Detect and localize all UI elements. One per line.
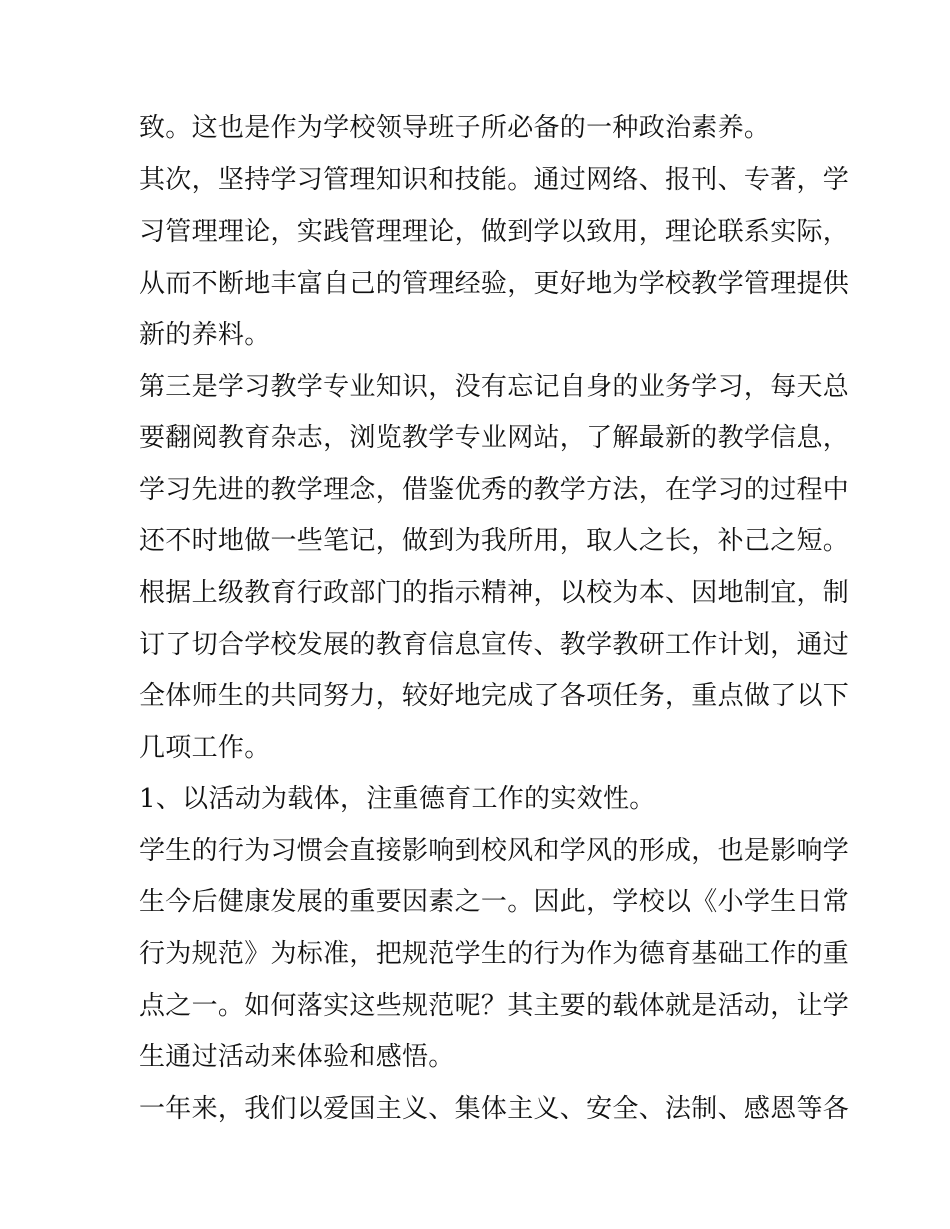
text-line: 第三是学习教学专业知识，没有忘记自身的业务学习，每天总 [139,372,850,402]
text-line: 订了切合学校发展的教育信息宣传、教学教研工作计划，通过 [139,630,850,660]
text-line: 其次，坚持学习管理知识和技能。通过网络、报刊、专著，学 [139,165,850,195]
text-line: 行为规范》为标准，把规范学生的行为作为德育基础工作的重 [139,939,850,969]
text-line: 从而不断地丰富自己的管理经验，更好地为学校教学管理提供 [139,269,850,299]
text-line: 点之一。如何落实这些规范呢？其主要的载体就是活动，让学 [139,991,850,1021]
text-line: 生通过活动来体验和感悟。 [139,1042,455,1072]
text-line: 致。这也是作为学校领导班子所必备的一种政治素养。 [139,113,771,143]
section-heading: 1、以活动为载体，注重德育工作的实效性。 [139,784,656,814]
text-line: 习管理理论，实践管理理论，做到学以致用，理论联系实际， [139,217,850,247]
text-line: 学习先进的教学理念，借鉴优秀的教学方法，在学习的过程中 [139,475,850,505]
text-line: 几项工作。 [139,733,271,763]
text-line: 根据上级教育行政部门的指示精神，以校为本、因地制宜，制 [139,578,850,608]
text-line: 一年来，我们以爱国主义、集体主义、安全、法制、感恩等各 [139,1094,850,1124]
text-line: 全体师生的共同努力，较好地完成了各项任务，重点做了以下 [139,681,850,711]
text-line: 新的养料。 [139,320,271,350]
text-line: 要翻阅教育杂志，浏览教学专业网站，了解最新的教学信息， [139,423,850,453]
text-line: 生今后健康发展的重要因素之一。因此，学校以《小学生日常 [139,887,850,917]
text-line: 学生的行为习惯会直接影响到校风和学风的形成，也是影响学 [139,836,850,866]
text-line: 还不时地做一些笔记，做到为我所用，取人之长，补己之短。 [139,526,850,556]
